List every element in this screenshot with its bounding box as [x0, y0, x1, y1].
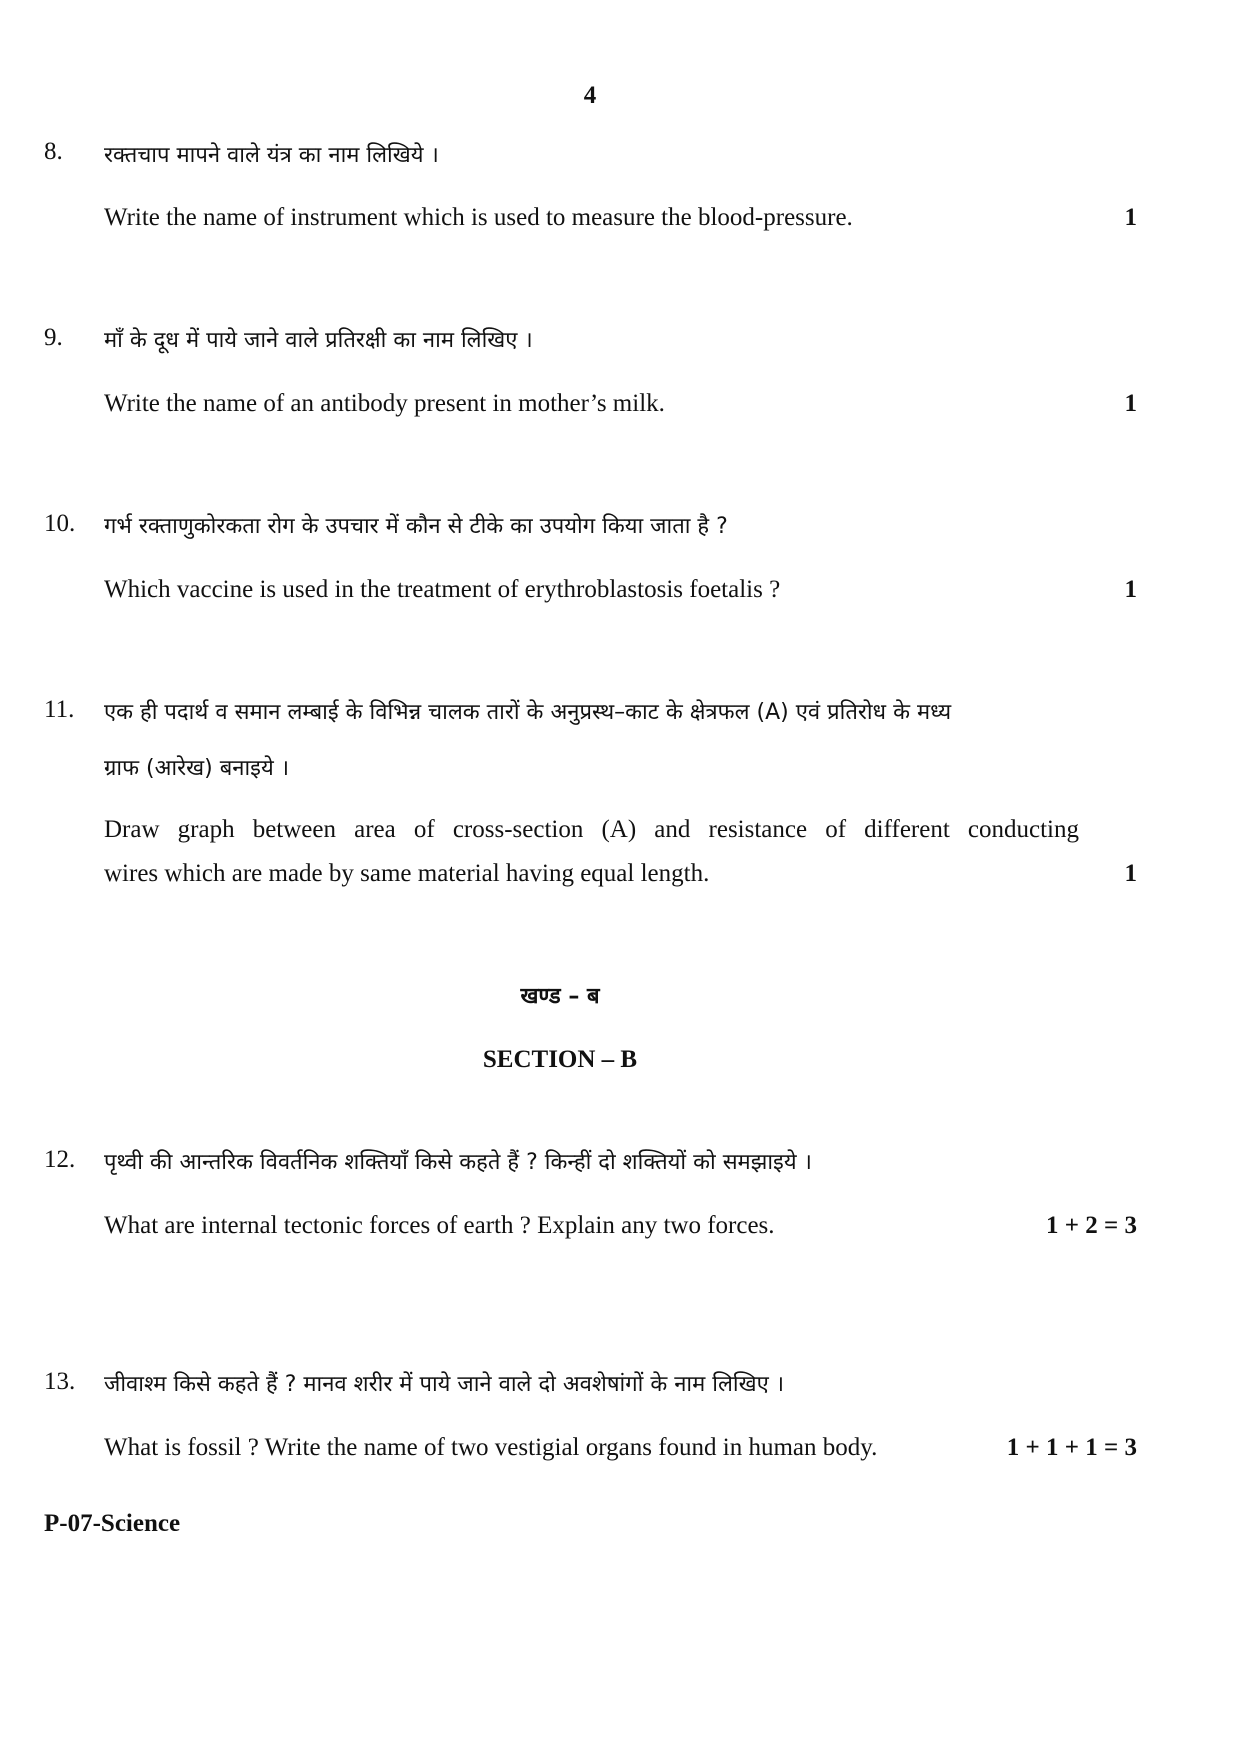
question-text-english-line1: Draw graph between area of cross-section (A) and resistance of different conducting — [104, 816, 1079, 843]
marks: 1 + 2 = 3 — [1046, 1212, 1137, 1239]
question-text-english-line2: wires which are made by same material having equal length. — [104, 860, 710, 887]
question-text-english: What are internal tectonic forces of earth ? Explain any two forces. — [104, 1212, 775, 1239]
marks: 1 — [1124, 204, 1137, 231]
section-title-hindi: खण्ड – ब — [520, 984, 600, 1009]
page-number: 4 — [583, 82, 597, 109]
question-text-hindi: रक्तचाप मापने वाले यंत्र का नाम लिखिये । — [104, 143, 439, 168]
marks: 1 — [1124, 860, 1137, 887]
question-text-english: Write the name of instrument which is used to measure the blood-pressure. — [104, 204, 853, 231]
question-number: 13. — [44, 1368, 76, 1395]
question-text-english: What is fossil ? Write the name of two vestigial organs found in human body. — [104, 1434, 878, 1461]
question-text-hindi-line2: ग्राफ (आरेख) बनाइये । — [104, 756, 290, 781]
question-number: 9. — [44, 324, 63, 351]
question-number: 8. — [44, 138, 63, 165]
marks: 1 — [1124, 390, 1137, 417]
question-number: 12. — [44, 1146, 76, 1173]
question-number: 10. — [44, 510, 76, 537]
question-text-english: Which vaccine is used in the treatment of erythroblastosis foetalis ? — [104, 576, 781, 603]
question-text-hindi: जीवाश्म किसे कहते हैं ? मानव शरीर में पाये जाने वाले दो अवशेषांगों के नाम लिखिए । — [104, 1372, 785, 1397]
paper-code: P-07-Science — [44, 1510, 181, 1537]
marks: 1 — [1124, 576, 1137, 603]
marks: 1 + 1 + 1 = 3 — [1006, 1434, 1137, 1461]
section-title-english: SECTION – B — [482, 1046, 638, 1073]
question-text-hindi: पृथ्वी की आन्तरिक विवर्तनिक शक्तियाँ किसे कहते हैं ? किन्हीं दो शक्तियों को समझाइये । — [104, 1150, 812, 1175]
question-text-hindi: गर्भ रक्ताणुकोरकता रोग के उपचार में कौन से टीके का उपयोग किया जाता है ? — [104, 514, 728, 539]
question-text-english: Write the name of an antibody present in mother’s milk. — [104, 390, 665, 417]
question-text-hindi-line1: एक ही पदार्थ व समान लम्बाई के विभिन्न चालक तारों के अनुप्रस्थ–काट के क्षेत्रफल (A) एवं प्रतिरोध के मध्य — [104, 700, 952, 725]
question-number: 11. — [44, 696, 75, 723]
question-text-hindi: माँ के दूध में पाये जाने वाले प्रतिरक्षी का नाम लिखिए । — [104, 328, 533, 353]
